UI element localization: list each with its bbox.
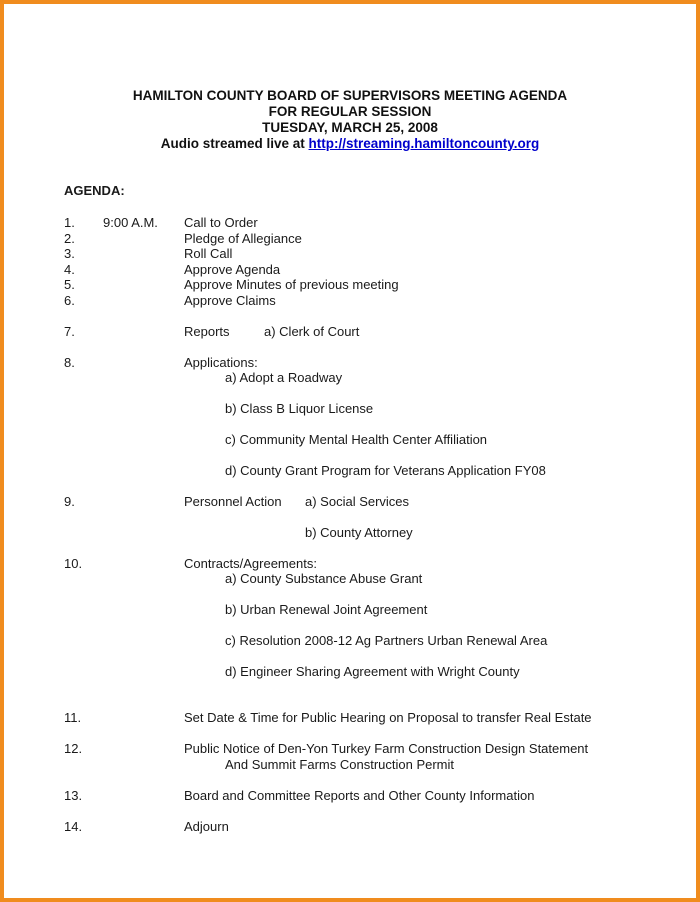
sub-item: d) Engineer Sharing Agreement with Wright County [225,664,520,679]
header-audio-line [0,136,700,152]
item-text: Approve Claims [184,293,276,308]
item-number: 4. [64,262,75,277]
item-text: Roll Call [184,246,233,261]
item-number: 13. [64,788,83,803]
item-number: 6. [64,293,75,308]
streaming-link[interactable]: http://streaming.hamiltoncounty.org [308,136,540,151]
item-number: 14. [64,819,83,834]
item-text: Contracts/Agreements: [184,556,317,571]
item-number: 1. [64,215,75,230]
item-number: 2. [64,231,75,246]
item-number: 10. [64,556,83,571]
document-header [0,88,700,152]
item-text: Approve Agenda [184,262,281,277]
item-text: Pledge of Allegiance [184,231,302,246]
sub-item: b) Urban Renewal Joint Agreement [225,602,428,617]
sub-item: a) Social Services [305,494,410,509]
item-number: 11. [64,710,82,725]
item-text: Reports [184,324,230,339]
item-text: Approve Minutes of previous meeting [184,277,399,292]
agenda-label: AGENDA: [64,183,125,198]
sub-item: a) Clerk of Court [264,324,360,339]
item-number: 9. [64,494,75,509]
sub-item: c) Resolution 2008-12 Ag Partners Urban Renewal Area [225,633,548,648]
sub-item: a) Adopt a Roadway [225,370,343,385]
header-date: TUESDAY, MARCH 25, 2008 [262,120,438,135]
item-number: 12. [64,741,83,756]
item-text: Board and Committee Reports and Other County Information [184,788,535,803]
item-number: 3. [64,246,75,261]
sub-item: c) Community Mental Health Center Affiliation [225,432,488,447]
item-text-continued: And Summit Farms Construction Permit [225,757,455,772]
item-text: Call to Order [184,215,258,230]
item-text: Set Date & Time for Public Hearing on Proposal to transfer Real Estate [184,710,592,725]
item-time: 9:00 A.M. [103,215,158,230]
item-text: Personnel Action [184,494,282,509]
item-number: 8. [64,355,75,370]
item-number: 7. [64,324,75,339]
sub-item: b) County Attorney [305,525,413,540]
sub-item: b) Class B Liquor License [225,401,374,416]
item-text: Applications: [184,355,258,370]
header-title: HAMILTON COUNTY BOARD OF SUPERVISORS MEETING AGENDA [132,88,568,103]
item-text: Adjourn [184,819,229,834]
item-text: Public Notice of Den-Yon Turkey Farm Construction Design Statement [184,741,589,756]
item-number: 5. [64,277,75,292]
audio-prefix: Audio streamed live at [160,136,309,151]
sub-item: a) County Substance Abuse Grant [225,571,423,586]
header-session: FOR REGULAR SESSION [268,104,432,119]
sub-item: d) County Grant Program for Veterans Application FY08 [225,463,546,478]
